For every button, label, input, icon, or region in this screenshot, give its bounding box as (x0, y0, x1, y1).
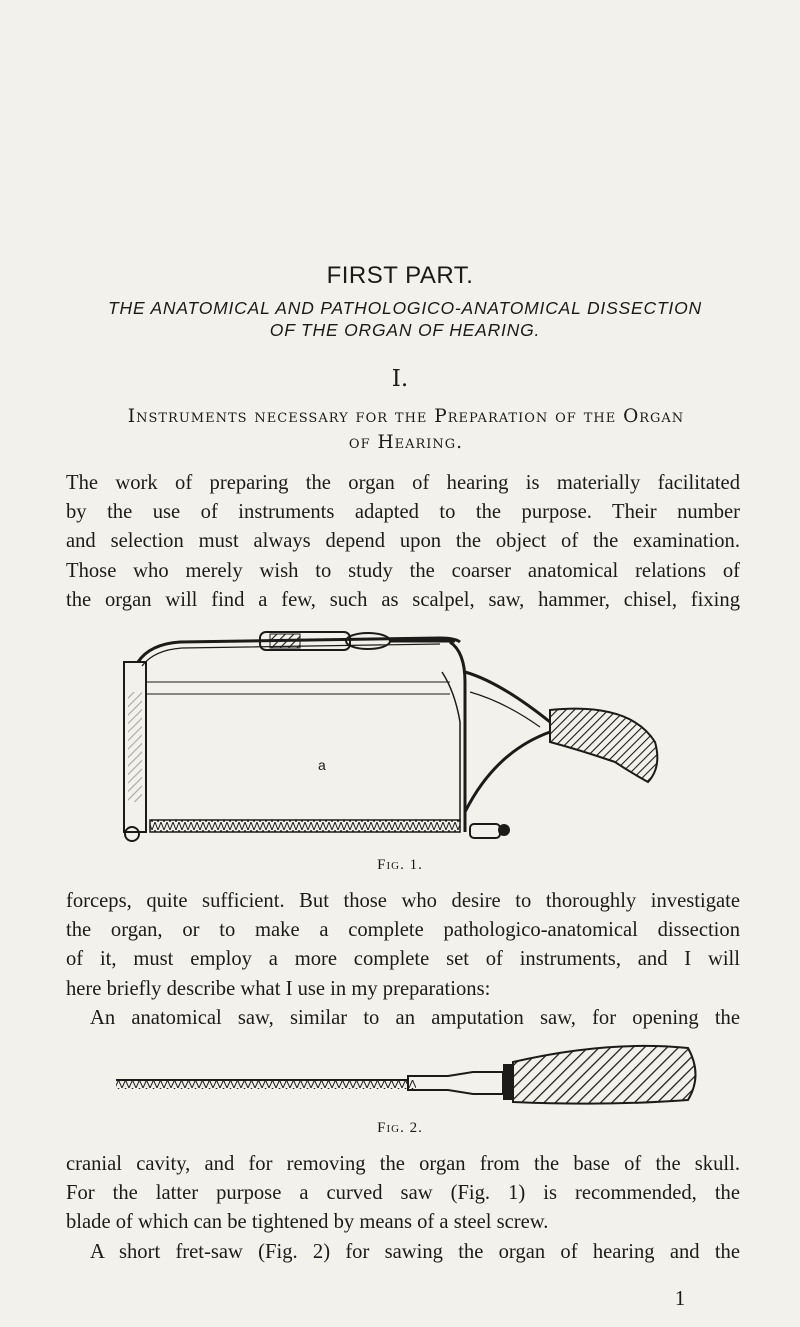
text-line: blade of which can be tightened by means of a steel screw. (66, 1211, 549, 1234)
text-line: forceps, quite sufficient. But those who desire to thoroughly investigate (66, 890, 740, 912)
text-line: An anatomical saw, similar to an amputation saw, for opening the (90, 1006, 740, 1029)
text-line: cranial cavity, and for removing the organ from the base of the skull. (66, 1153, 740, 1175)
text-line: For the latter purpose a curved saw (Fig. 1) is recommended, the (66, 1182, 740, 1205)
figure-1-caption: Fig. 1. (377, 857, 423, 873)
section-heading (66, 404, 746, 456)
part-title: FIRST PART. (326, 262, 474, 289)
figure-2-caption: Fig. 2. (377, 1120, 423, 1136)
text-line: here briefly describe what I use in my preparations: (66, 977, 491, 1000)
paragraph-2 (66, 887, 740, 1033)
figure-1-label-a: a (318, 757, 326, 773)
subtitle-line-2: OF THE ORGAN OF HEARING. (269, 320, 541, 340)
paragraph-3 (66, 1150, 740, 1267)
figure-1-curved-saw (110, 622, 670, 852)
figure-2-fret-saw-drawing (108, 1040, 708, 1110)
text-line: the organ, or to make a complete pathologico-anatomical dissection (66, 919, 740, 942)
text-line: and selection must always depend upon the object of the examination. (66, 530, 740, 553)
section-number: I. (391, 366, 409, 392)
text-line: The work of preparing the organ of hearing is materially facilitated (66, 472, 740, 494)
text-line: by the use of instruments adapted to the purpose. Their number (66, 501, 740, 524)
subtitle-line-1: THE ANATOMICAL AND PATHOLOGICO-ANATOMICAL DISSECTION (108, 298, 702, 318)
text-line: the organ will find a few, such as scalpel, saw, hammer, chisel, fixing (66, 588, 740, 611)
text-line: of it, must employ a more complete set of instruments, and I will (66, 948, 740, 971)
section-heading-line-2: of Hearing. (348, 432, 464, 453)
chapter-subtitle (60, 297, 750, 341)
page-number: 1 (674, 1286, 686, 1310)
section-heading-line-1: Instruments necessary for the Preparation of the Organ (127, 406, 685, 427)
paragraph-1 (66, 469, 740, 615)
text-line: A short fret-saw (Fig. 2) for sawing the organ of hearing and the (90, 1240, 740, 1263)
text-line: Those who merely wish to study the coarser anatomical relations of (66, 559, 740, 582)
